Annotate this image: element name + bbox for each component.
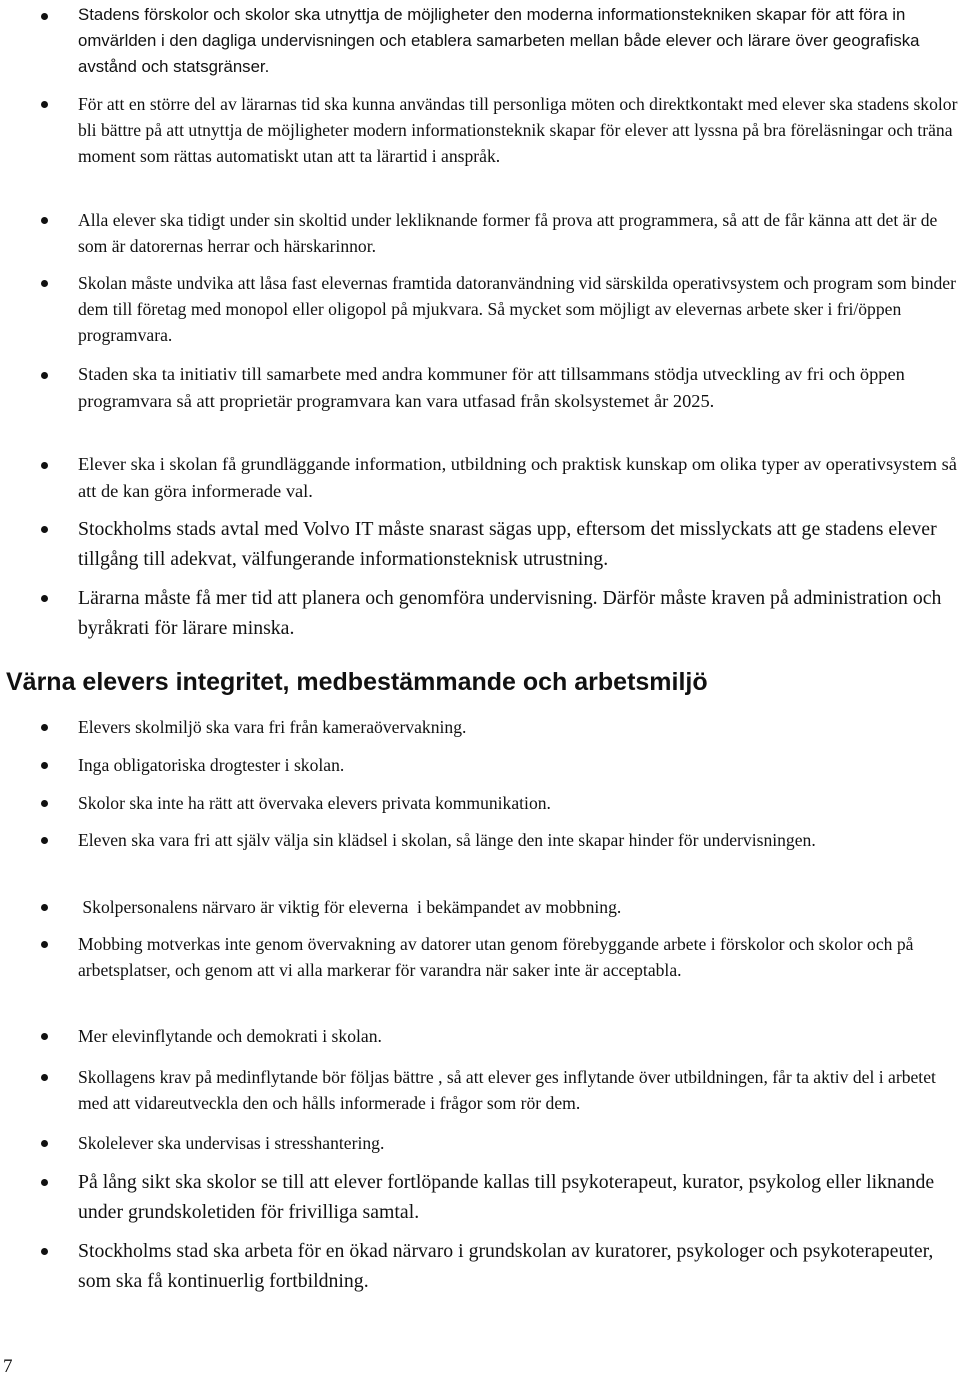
section-heading: Värna elevers integritet, medbestämmande och arbetsmiljö — [6, 668, 708, 696]
bullet-icon — [41, 1140, 48, 1147]
list-item-text: Mer elevinflytande och demokrati i skolan. — [78, 1026, 382, 1046]
list-item-text: Lärarna måste få mer tid att planera och genomföra undervisning. Därför måste kraven på administration och byråkrati för lärare minska. — [78, 587, 942, 639]
bullet-icon — [41, 372, 48, 379]
list-item-text: Staden ska ta initiativ till samarbete med andra kommuner för att tillsammans stödja utveckling av fri och öppen programvara så att proprietär programvara kan vara utfasad från skolsystemet år 2025. — [78, 364, 905, 411]
bullet-icon — [41, 724, 48, 731]
list-item-text: Skolelever ska undervisas i stresshantering. — [78, 1133, 385, 1153]
bullet-icon — [41, 904, 48, 911]
list-item-text: Eleven ska vara fri att själv välja sin klädsel i skolan, så länge den inte skapar hinder för undervisningen. — [78, 830, 816, 850]
list-item-text: Inga obligatoriska drogtester i skolan. — [78, 755, 345, 775]
bullet-icon — [41, 941, 48, 948]
bullet-icon — [41, 837, 48, 844]
list-item-text: Stockholms stad ska arbeta för en ökad närvaro i grundskolan av kuratorer, psykologer och psykoterapeuter, som ska få kontinuerlig fortbildning. — [78, 1240, 934, 1292]
list-item-text: Elever ska i skolan få grundläggande information, utbildning och praktisk kunskap om olika typer av operativsystem så att de kan göra informerade val. — [78, 454, 957, 501]
bullet-icon — [41, 762, 48, 769]
list-item-text: Skollagens krav på medinflytande bör följas bättre , så att elever ges inflytande över utbildningen, får ta aktiv del i arbetet med att vidareutveckla den och hålls informerade i frågor som rör dem. — [78, 1067, 936, 1113]
list-item-text: Stockholms stads avtal med Volvo IT måste snarast sägas upp, eftersom det misslyckats att ge stadens elever tillgång till adekvat, välfungerande informationsteknisk utrustning. — [78, 518, 937, 570]
list-item-text: Mobbing motverkas inte genom övervakning av datorer utan genom förebyggande arbete i förskolor och skolor och på arbetsplatser, och genom att vi alla markerar för varandra när saker inte är acceptabla. — [78, 934, 914, 980]
bullet-icon — [41, 800, 48, 807]
list-item-text: Skolpersonalens närvaro är viktig för eleverna i bekämpandet av mobbning. — [78, 897, 622, 917]
bullet-icon — [41, 1033, 48, 1040]
bullet-icon — [41, 595, 48, 602]
list-item-text: Alla elever ska tidigt under sin skoltid under lekliknande former få prova att programmera, så att de får känna att det är de som är datorernas herrar och härskarinnor. — [78, 210, 938, 256]
bullet-icon — [41, 526, 48, 533]
bullet-icon — [41, 101, 48, 108]
list-item-text: På lång sikt ska skolor se till att elever fortlöpande kallas till psykoterapeut, kurator, psykolog eller liknande under grundskoletiden för frivilliga samtal. — [78, 1171, 935, 1223]
list-item-text: För att en större del av lärarnas tid ska kunna användas till personliga möten och direktkontakt med elever ska stadens skolor bli bättre på att utnyttja de möjligheter modern informationsteknik skapar för elever att lyssna på bra föreläsningar och träna moment som rättas automatiskt utan att ta lärartid i anspråk. — [78, 94, 958, 166]
list-item-text: Skolan måste undvika att låsa fast elevernas framtida datoranvändning vid särskilda operativsystem och program som binder dem till företag med monopol eller oligopol på mjukvara. Så mycket som möjligt av elevernas arbete sker i fri/öppen programvara. — [78, 273, 956, 345]
list-item-text: Skolor ska inte ha rätt att övervaka elevers privata kommunikation. — [78, 793, 551, 813]
bullet-icon — [41, 217, 48, 224]
list-item-text: Elevers skolmiljö ska vara fri från kameraövervakning. — [78, 717, 467, 737]
bullet-icon — [41, 1179, 48, 1186]
bullet-icon — [41, 280, 48, 287]
list-item-text: Stadens förskolor och skolor ska utnyttja de möjligheter den moderna informationstekniken skapar för att föra in omvärlden i den dagliga undervisningen och etablera samarbeten mellan både elever och lärare över geografiska avstånd och statsgränser. — [78, 5, 920, 76]
bullet-icon — [41, 13, 48, 20]
bullet-icon — [41, 1248, 48, 1255]
bullet-icon — [41, 462, 48, 469]
bullet-icon — [41, 1074, 48, 1081]
page-number: 7 — [3, 1356, 13, 1377]
